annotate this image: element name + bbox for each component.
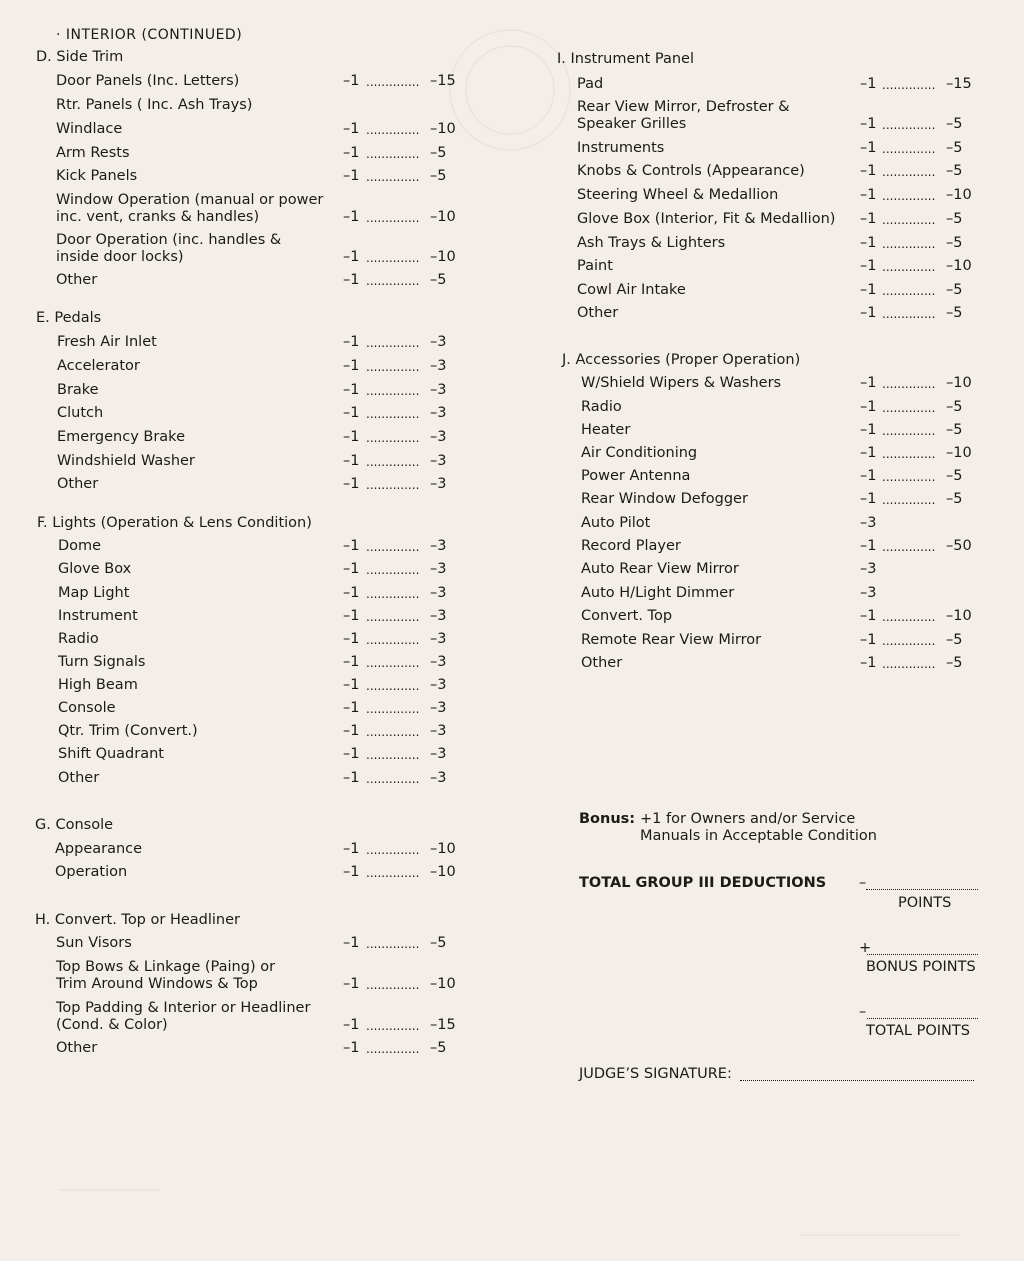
score-dotted-leader[interactable]: .............. [366, 251, 420, 265]
score-dotted-leader[interactable]: .............. [882, 401, 936, 415]
score-dotted-leader[interactable]: .............. [882, 78, 936, 92]
score-dotted-leader[interactable]: .............. [882, 540, 936, 554]
score-max: –5 [946, 422, 963, 438]
score-dotted-leader[interactable]: .............. [882, 189, 936, 203]
score-max: –5 [430, 272, 447, 288]
score-dotted-leader[interactable]: .............. [366, 937, 420, 951]
item-label: Rear Window Defogger [581, 491, 748, 507]
item-label: Auto Pilot [581, 515, 651, 531]
score-min: –1 [343, 770, 360, 786]
item-label: Auto Rear View Mirror [581, 561, 739, 577]
item-label: Pad [577, 76, 604, 92]
score-min: –1 [860, 282, 877, 298]
score-min: –1 [860, 632, 877, 648]
score-max: –5 [946, 305, 963, 321]
item-label: Window Operation (manual or power inc. vent, cranks & handles) [56, 192, 324, 225]
score-min: –3 [860, 585, 877, 601]
item-label: Shift Quadrant [58, 746, 164, 762]
score-dotted-leader[interactable]: .............. [366, 843, 420, 857]
score-dotted-leader[interactable]: .............. [366, 431, 420, 445]
item-label: Other [58, 770, 100, 786]
score-dotted-leader[interactable]: .............. [366, 170, 420, 184]
score-dotted-leader[interactable]: .............. [366, 725, 420, 739]
score-min: –1 [343, 935, 360, 951]
score-min: –1 [860, 235, 877, 251]
item-label: Door Panels (Inc. Letters) [56, 73, 240, 89]
score-min: –1 [343, 429, 360, 445]
score-min: –1 [343, 631, 360, 647]
item-label: Ash Trays & Lighters [577, 235, 726, 251]
total-line[interactable] [867, 1018, 978, 1019]
score-max: –5 [430, 935, 447, 951]
item-label: Top Bows & Linkage (Paing) or Trim Around Windows & Top [56, 959, 276, 992]
score-max: –10 [430, 209, 456, 225]
score-dotted-leader[interactable]: .............. [882, 377, 936, 391]
score-max: –5 [946, 140, 963, 156]
total-points-label: TOTAL POINTS [866, 1023, 970, 1039]
score-min: –1 [343, 608, 360, 624]
item-label: High Beam [58, 677, 138, 693]
item-label: Radio [58, 631, 99, 647]
score-min: –1 [860, 608, 877, 624]
score-min: –1 [860, 258, 877, 274]
score-dotted-leader[interactable]: .............. [366, 772, 420, 786]
score-min: –1 [343, 841, 360, 857]
score-max: –50 [946, 538, 972, 554]
score-dotted-leader[interactable]: .............. [366, 866, 420, 880]
score-min: –1 [343, 476, 360, 492]
score-dotted-leader[interactable]: .............. [366, 274, 420, 288]
score-max: –3 [430, 654, 447, 670]
item-label: Steering Wheel & Medallion [577, 187, 779, 203]
score-max: –3 [430, 677, 447, 693]
item-label: Other [57, 476, 99, 492]
score-max: –3 [430, 770, 447, 786]
item-label: Radio [581, 399, 622, 415]
score-max: –3 [430, 453, 447, 469]
score-min: –1 [343, 121, 360, 137]
item-label: Clutch [57, 405, 104, 421]
score-dotted-leader[interactable]: .............. [366, 407, 420, 421]
score-min: –1 [343, 168, 360, 184]
score-max: –5 [430, 145, 447, 161]
item-label: Glove Box [58, 561, 132, 577]
score-min: –1 [343, 73, 360, 89]
score-min: –1 [343, 453, 360, 469]
section-title-h: H. Convert. Top or Headliner [35, 912, 240, 928]
score-max: –5 [946, 399, 963, 415]
bonus-points-label: BONUS POINTS [866, 959, 976, 975]
score-min: –1 [343, 249, 360, 265]
score-dotted-leader[interactable]: .............. [882, 424, 936, 438]
score-min: –1 [860, 655, 877, 671]
item-label: Rtr. Panels ( Inc. Ash Trays) [56, 97, 253, 113]
item-label: Door Operation (inc. handles & inside door locks) [56, 232, 282, 265]
signature-label: JUDGE’S SIGNATURE: [579, 1066, 732, 1082]
bonus-plus: + [859, 940, 872, 956]
score-min: –1 [860, 211, 877, 227]
score-min: –1 [343, 538, 360, 554]
score-min: –1 [343, 746, 360, 762]
score-min: –1 [343, 654, 360, 670]
score-dotted-leader[interactable]: .............. [882, 610, 936, 624]
score-min: –1 [860, 491, 877, 507]
total-deductions-label: TOTAL GROUP III DEDUCTIONS [579, 875, 827, 891]
score-max: –3 [430, 405, 447, 421]
score-dotted-leader[interactable]: .............. [882, 470, 936, 484]
item-label: Convert. Top [581, 608, 673, 624]
score-min: –1 [860, 399, 877, 415]
score-min: –1 [343, 700, 360, 716]
item-label: Glove Box (Interior, Fit & Medallion) [577, 211, 836, 227]
score-dotted-leader[interactable]: .............. [882, 447, 936, 461]
score-max: –10 [430, 841, 456, 857]
score-max: –3 [430, 358, 447, 374]
score-max: –3 [430, 382, 447, 398]
score-min: –1 [343, 1017, 360, 1033]
item-label: Record Player [581, 538, 681, 554]
item-label: Cowl Air Intake [577, 282, 686, 298]
score-min: –1 [860, 187, 877, 203]
score-max: –5 [430, 1040, 447, 1056]
deductions-line[interactable] [866, 889, 978, 890]
item-label: Map Light [58, 585, 130, 601]
item-label: Operation [55, 864, 128, 880]
score-max: –10 [430, 121, 456, 137]
item-label: Console [58, 700, 116, 716]
section-title-e: E. Pedals [36, 310, 102, 326]
score-max: –10 [946, 375, 972, 391]
score-min: –3 [860, 515, 877, 531]
score-dotted-leader[interactable]: .............. [882, 493, 936, 507]
section-title-i: I. Instrument Panel [557, 51, 694, 67]
score-dotted-leader[interactable]: .............. [366, 123, 420, 137]
score-min: –3 [860, 561, 877, 577]
score-dotted-leader[interactable]: .............. [882, 284, 936, 298]
score-max: –3 [430, 538, 447, 554]
score-dotted-leader[interactable]: .............. [366, 540, 420, 554]
score-min: –1 [343, 723, 360, 739]
score-max: –5 [946, 116, 963, 132]
score-dotted-leader[interactable]: .............. [366, 211, 420, 225]
item-label: Brake [57, 382, 99, 398]
score-dotted-leader[interactable]: .............. [882, 634, 936, 648]
item-label: Knobs & Controls (Appearance) [577, 163, 805, 179]
score-min: –1 [860, 163, 877, 179]
bonus-line[interactable] [867, 954, 978, 955]
score-dotted-leader[interactable]: .............. [366, 360, 420, 374]
score-dotted-leader[interactable]: .............. [882, 118, 936, 132]
item-label: Top Padding & Interior or Headliner (Cond. & Color) [56, 1000, 311, 1033]
score-dotted-leader[interactable]: .............. [366, 147, 420, 161]
score-min: –1 [860, 468, 877, 484]
item-label: Windshield Washer [57, 453, 195, 469]
score-max: –3 [430, 700, 447, 716]
score-min: –1 [343, 585, 360, 601]
score-max: –3 [430, 723, 447, 739]
score-dotted-leader[interactable]: .............. [882, 260, 936, 274]
score-max: –5 [430, 168, 447, 184]
score-min: –1 [343, 145, 360, 161]
deductions-minus: – [859, 875, 867, 891]
score-max: –5 [946, 655, 963, 671]
bonus-label: Bonus: [579, 811, 636, 827]
score-max: –3 [430, 429, 447, 445]
item-label: Other [56, 1040, 98, 1056]
item-label: Fresh Air Inlet [57, 334, 157, 350]
score-min: –1 [860, 538, 877, 554]
item-label: Sun Visors [56, 935, 132, 951]
score-min: –1 [860, 76, 877, 92]
score-max: –5 [946, 235, 963, 251]
score-min: –1 [343, 334, 360, 350]
score-max: –3 [430, 585, 447, 601]
total-dash: – [859, 1004, 867, 1020]
score-max: –15 [430, 73, 456, 89]
score-min: –1 [343, 382, 360, 398]
item-label: Other [577, 305, 619, 321]
score-min: –1 [343, 864, 360, 880]
section-title-d: D. Side Trim [36, 49, 124, 65]
score-max: –3 [430, 608, 447, 624]
score-max: –5 [946, 163, 963, 179]
score-dotted-leader[interactable]: .............. [882, 165, 936, 179]
score-dotted-leader[interactable]: .............. [882, 307, 936, 321]
item-label: Other [56, 272, 98, 288]
score-max: –15 [430, 1017, 456, 1033]
score-max: –3 [430, 746, 447, 762]
item-label: Emergency Brake [57, 429, 185, 445]
score-dotted-leader[interactable]: .............. [882, 142, 936, 156]
score-dotted-leader[interactable]: .............. [882, 237, 936, 251]
score-dotted-leader[interactable]: .............. [366, 978, 420, 992]
score-min: –1 [860, 445, 877, 461]
score-min: –1 [343, 358, 360, 374]
item-label: Qtr. Trim (Convert.) [58, 723, 198, 739]
score-max: –3 [430, 561, 447, 577]
item-label: Instruments [577, 140, 665, 156]
item-label: Air Conditioning [581, 445, 698, 461]
score-min: –1 [343, 677, 360, 693]
score-max: –5 [946, 468, 963, 484]
item-label: Arm Rests [56, 145, 130, 161]
score-max: –10 [946, 445, 972, 461]
score-dotted-leader[interactable]: .............. [882, 213, 936, 227]
bonus-text: +1 for Owners and/or Service Manuals in Acceptable Condition [640, 811, 877, 844]
score-max: –10 [946, 608, 972, 624]
score-min: –1 [860, 305, 877, 321]
section-title-g: G. Console [35, 817, 114, 833]
section-title-j: J. Accessories (Proper Operation) [562, 352, 801, 368]
score-dotted-leader[interactable]: .............. [366, 587, 420, 601]
score-min: –1 [343, 209, 360, 225]
score-max: –5 [946, 282, 963, 298]
score-dotted-leader[interactable]: .............. [366, 75, 420, 89]
item-label: Rear View Mirror, Defroster & Speaker Grilles [577, 99, 790, 132]
score-dotted-leader[interactable]: .............. [366, 1042, 420, 1056]
score-dotted-leader[interactable]: .............. [366, 478, 420, 492]
score-max: –15 [946, 76, 972, 92]
score-dotted-leader[interactable]: .............. [366, 633, 420, 647]
item-label: Appearance [55, 841, 143, 857]
score-min: –1 [860, 422, 877, 438]
item-label: Accelerator [57, 358, 140, 374]
item-label: Power Antenna [581, 468, 691, 484]
item-label: Dome [58, 538, 102, 554]
item-label: W/Shield Wipers & Washers [581, 375, 782, 391]
score-max: –10 [430, 864, 456, 880]
score-dotted-leader[interactable]: .............. [366, 610, 420, 624]
item-label: Windlace [56, 121, 123, 137]
item-label: Kick Panels [56, 168, 138, 184]
score-dotted-leader[interactable]: .............. [366, 1019, 420, 1033]
score-max: –3 [430, 334, 447, 350]
score-max: –10 [430, 976, 456, 992]
points-label: POINTS [898, 895, 952, 911]
score-max: –10 [946, 258, 972, 274]
item-label: Turn Signals [58, 654, 146, 670]
score-max: –5 [946, 211, 963, 227]
score-dotted-leader[interactable]: .............. [366, 384, 420, 398]
score-max: –10 [430, 249, 456, 265]
item-label: Auto H/Light Dimmer [581, 585, 735, 601]
score-dotted-leader[interactable]: .............. [366, 748, 420, 762]
score-dotted-leader[interactable]: .............. [366, 336, 420, 350]
score-max: –10 [946, 187, 972, 203]
score-min: –1 [343, 272, 360, 288]
item-label: Paint [577, 258, 613, 274]
score-dotted-leader[interactable]: .............. [366, 563, 420, 577]
score-max: –3 [430, 476, 447, 492]
score-min: –1 [343, 405, 360, 421]
score-min: –1 [860, 375, 877, 391]
section-title-f: F. Lights (Operation & Lens Condition) [37, 515, 312, 531]
score-dotted-leader[interactable]: .............. [366, 656, 420, 670]
item-label: Other [581, 655, 623, 671]
score-max: –3 [430, 631, 447, 647]
score-min: –1 [860, 116, 877, 132]
score-dotted-leader[interactable]: .............. [882, 657, 936, 671]
item-label: Remote Rear View Mirror [581, 632, 762, 648]
score-max: –5 [946, 632, 963, 648]
score-min: –1 [860, 140, 877, 156]
score-dotted-leader[interactable]: .............. [366, 455, 420, 469]
score-min: –1 [343, 976, 360, 992]
item-label: Instrument [58, 608, 138, 624]
score-min: –1 [343, 561, 360, 577]
signature-line[interactable] [740, 1080, 974, 1081]
page-header: · INTERIOR (CONTINUED) [56, 27, 243, 43]
score-max: –5 [946, 491, 963, 507]
score-dotted-leader[interactable]: .............. [366, 679, 420, 693]
item-label: Heater [581, 422, 631, 438]
score-min: –1 [343, 1040, 360, 1056]
score-dotted-leader[interactable]: .............. [366, 702, 420, 716]
